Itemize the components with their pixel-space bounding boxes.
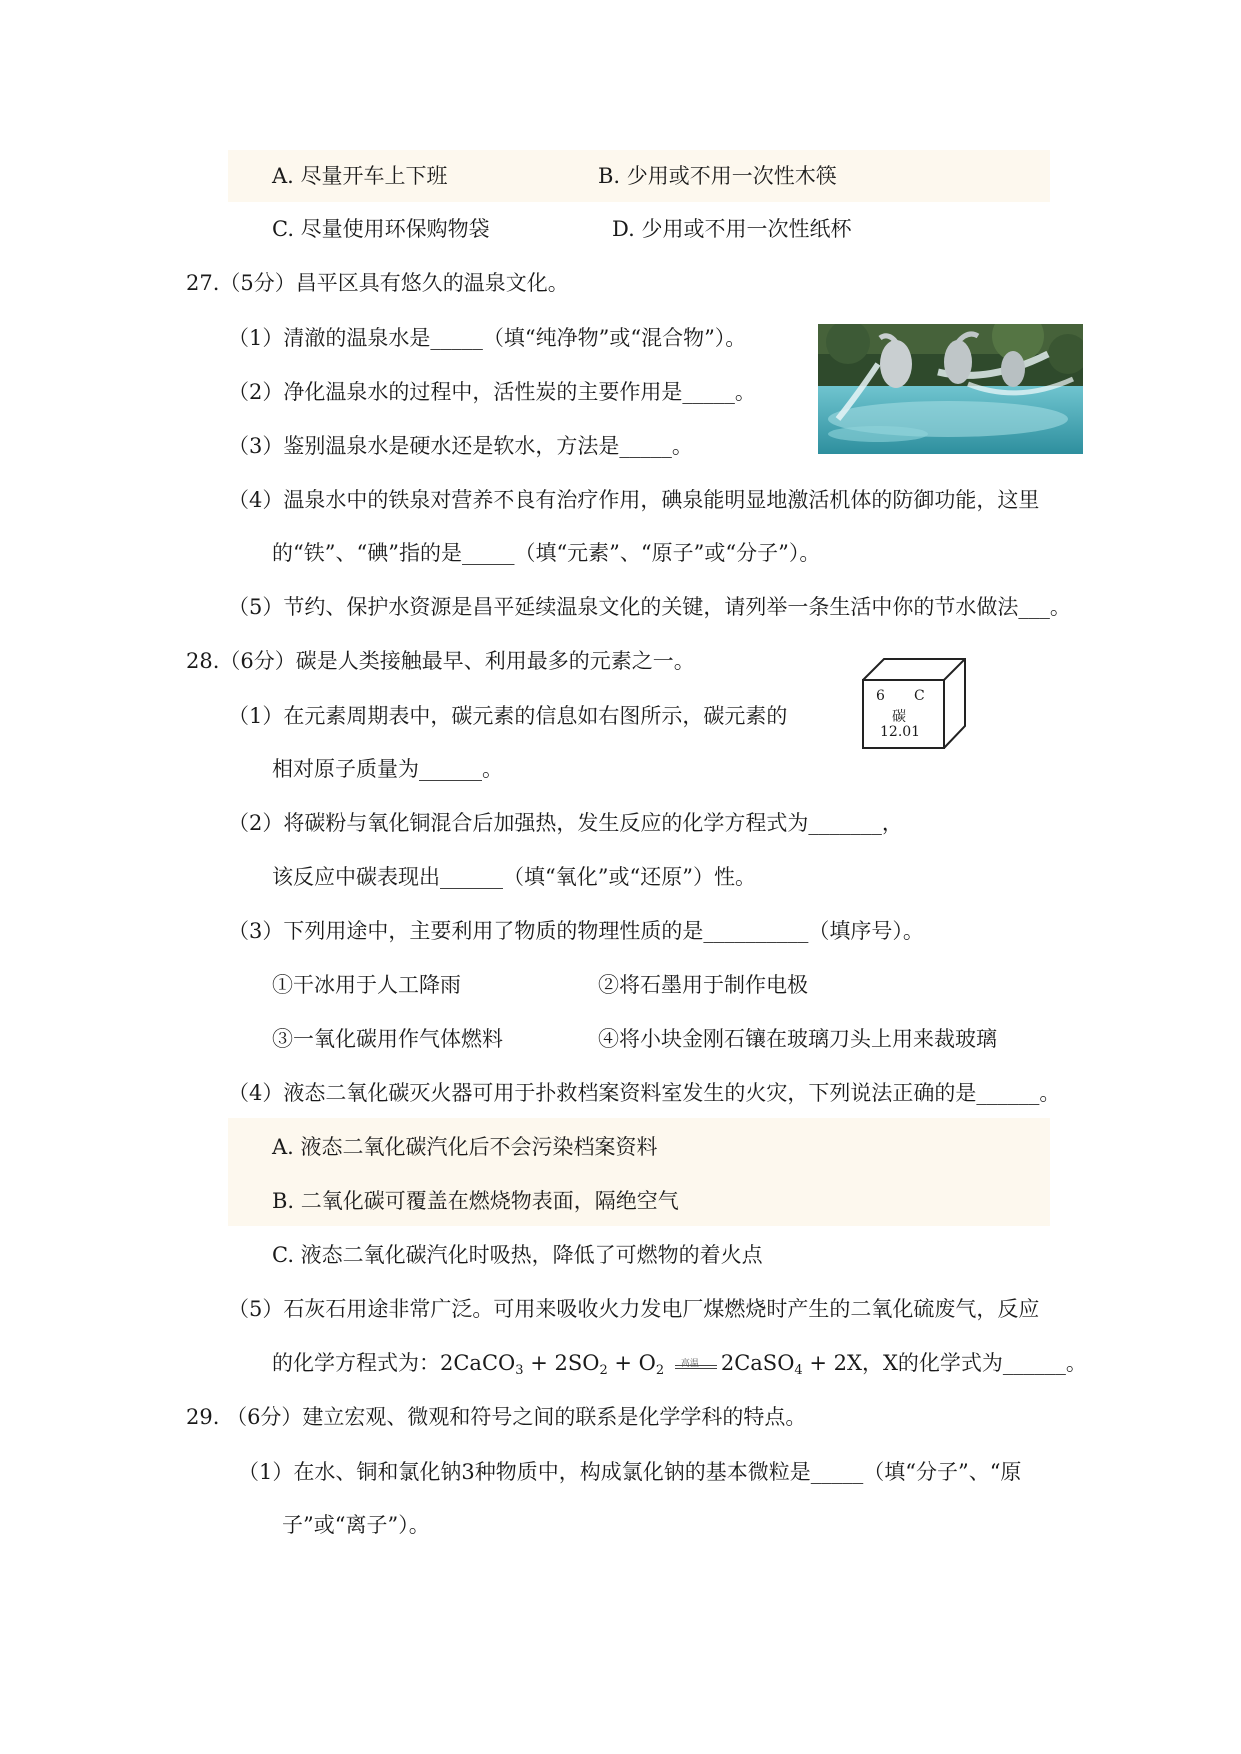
equation-o2: + O	[607, 1351, 656, 1375]
q28-sub4: （4）液态二氧化碳灭火器可用于扑救档案资料室发生的火灾，下列说法正确的是______。	[228, 1081, 1061, 1105]
equation-caso4: 2CaSO	[720, 1351, 795, 1375]
q29-sub1-line2: 子”或“离子”）。	[282, 1513, 430, 1537]
equation-tail: + 2X，X的化学式为______。	[802, 1351, 1087, 1375]
equation-sub-3: 3	[515, 1363, 524, 1378]
q27-sub3: （3）鉴别温泉水是硬水还是软水，方法是_____。	[228, 434, 693, 458]
equation-arrow	[675, 1355, 717, 1375]
q28-sub5-equation-line	[272, 1348, 1087, 1386]
equation-sub-2: 2	[599, 1363, 608, 1378]
element-name: 碳	[892, 709, 906, 725]
equation-condition: 高温	[680, 1358, 699, 1369]
element-symbol: C	[914, 688, 925, 704]
q28-sub3-option2: ②将石墨用于制作电极	[598, 973, 808, 997]
q27-sub4-line1: （4）温泉水中的铁泉对营养不良有治疗作用，碘泉能明显地激活机体的防御功能，这里	[228, 488, 1040, 512]
q26-option-b: B. 少用或不用一次性木筷	[598, 164, 837, 188]
q26-option-a: A. 尽量开车上下班	[272, 164, 448, 188]
q27-title: 27.（5分）昌平区具有悠久的温泉文化。	[186, 271, 569, 295]
q28-sub2-line2: 该反应中碳表现出______（填“氧化”或“还原”）性。	[272, 865, 756, 889]
q28-title: 28.（6分）碳是人类接触最早、利用最多的元素之一。	[186, 649, 695, 673]
equation-caco3: 2CaCO	[440, 1351, 516, 1375]
q28-sub3-option4: ④将小块金刚石镶在玻璃刀头上用来裁玻璃	[598, 1027, 997, 1051]
q28-sub3: （3）下列用途中，主要利用了物质的物理性质的是__________（填序号）。	[228, 919, 924, 943]
equation-prefix: 的化学方程式为：	[272, 1351, 440, 1375]
q29-sub1-line1: （1）在水、铜和氯化钠3种物质中，构成氯化钠的基本微粒是_____（填“分子”、“原	[238, 1460, 1022, 1484]
q27-sub4-line2: 的“铁”、“碘”指的是_____（填“元素”、“原子”或“分子”）。	[272, 541, 821, 565]
q26-option-c: C. 尽量使用环保购物袋	[272, 217, 490, 241]
hot-spring-photo	[818, 324, 1083, 454]
q28-sub4-option-b: B. 二氧化碳可覆盖在燃烧物表面，隔绝空气	[272, 1189, 679, 1213]
equation-so2: + 2SO	[523, 1351, 600, 1375]
equation-sub-4: 4	[794, 1363, 803, 1378]
q28-sub4-option-c: C. 液态二氧化碳汽化时吸热，降低了可燃物的着火点	[272, 1243, 763, 1267]
element-atomic-number: 6	[876, 688, 885, 704]
q28-sub1-line2: 相对原子质量为______。	[272, 757, 503, 781]
q28-sub3-option3: ③一氧化碳用作气体燃料	[272, 1027, 503, 1051]
element-atomic-mass: 12.01	[880, 724, 921, 740]
q28-sub3-option1: ①干冰用于人工降雨	[272, 973, 461, 997]
q27-sub1: （1）清澈的温泉水是_____（填“纯净物”或“混合物”）。	[228, 326, 747, 350]
q28-sub4-option-a: A. 液态二氧化碳汽化后不会污染档案资料	[272, 1135, 658, 1159]
q28-sub5-line1: （5）石灰石用途非常广泛。可用来吸收火力发电厂煤燃烧时产生的二氧化硫废气，反应	[228, 1297, 1040, 1321]
q27-sub2: （2）净化温泉水的过程中，活性炭的主要作用是_____。	[228, 380, 756, 404]
q28-sub1-line1: （1）在元素周期表中，碳元素的信息如右图所示，碳元素的	[228, 704, 788, 728]
equation-sub-o2: 2	[655, 1363, 665, 1378]
q26-option-d: D. 少用或不用一次性纸杯	[612, 217, 852, 241]
q29-title: 29. （6分）建立宏观、微观和符号之间的联系是化学学科的特点。	[186, 1405, 807, 1429]
q28-sub2-line1: （2）将碳粉与氧化铜混合后加强热，发生反应的化学方程式为_______，	[228, 811, 903, 835]
carbon-element-card	[862, 658, 966, 754]
q27-sub5: （5）节约、保护水资源是昌平延续温泉文化的关键，请列举一条生活中你的节水做法___。	[228, 595, 1071, 619]
